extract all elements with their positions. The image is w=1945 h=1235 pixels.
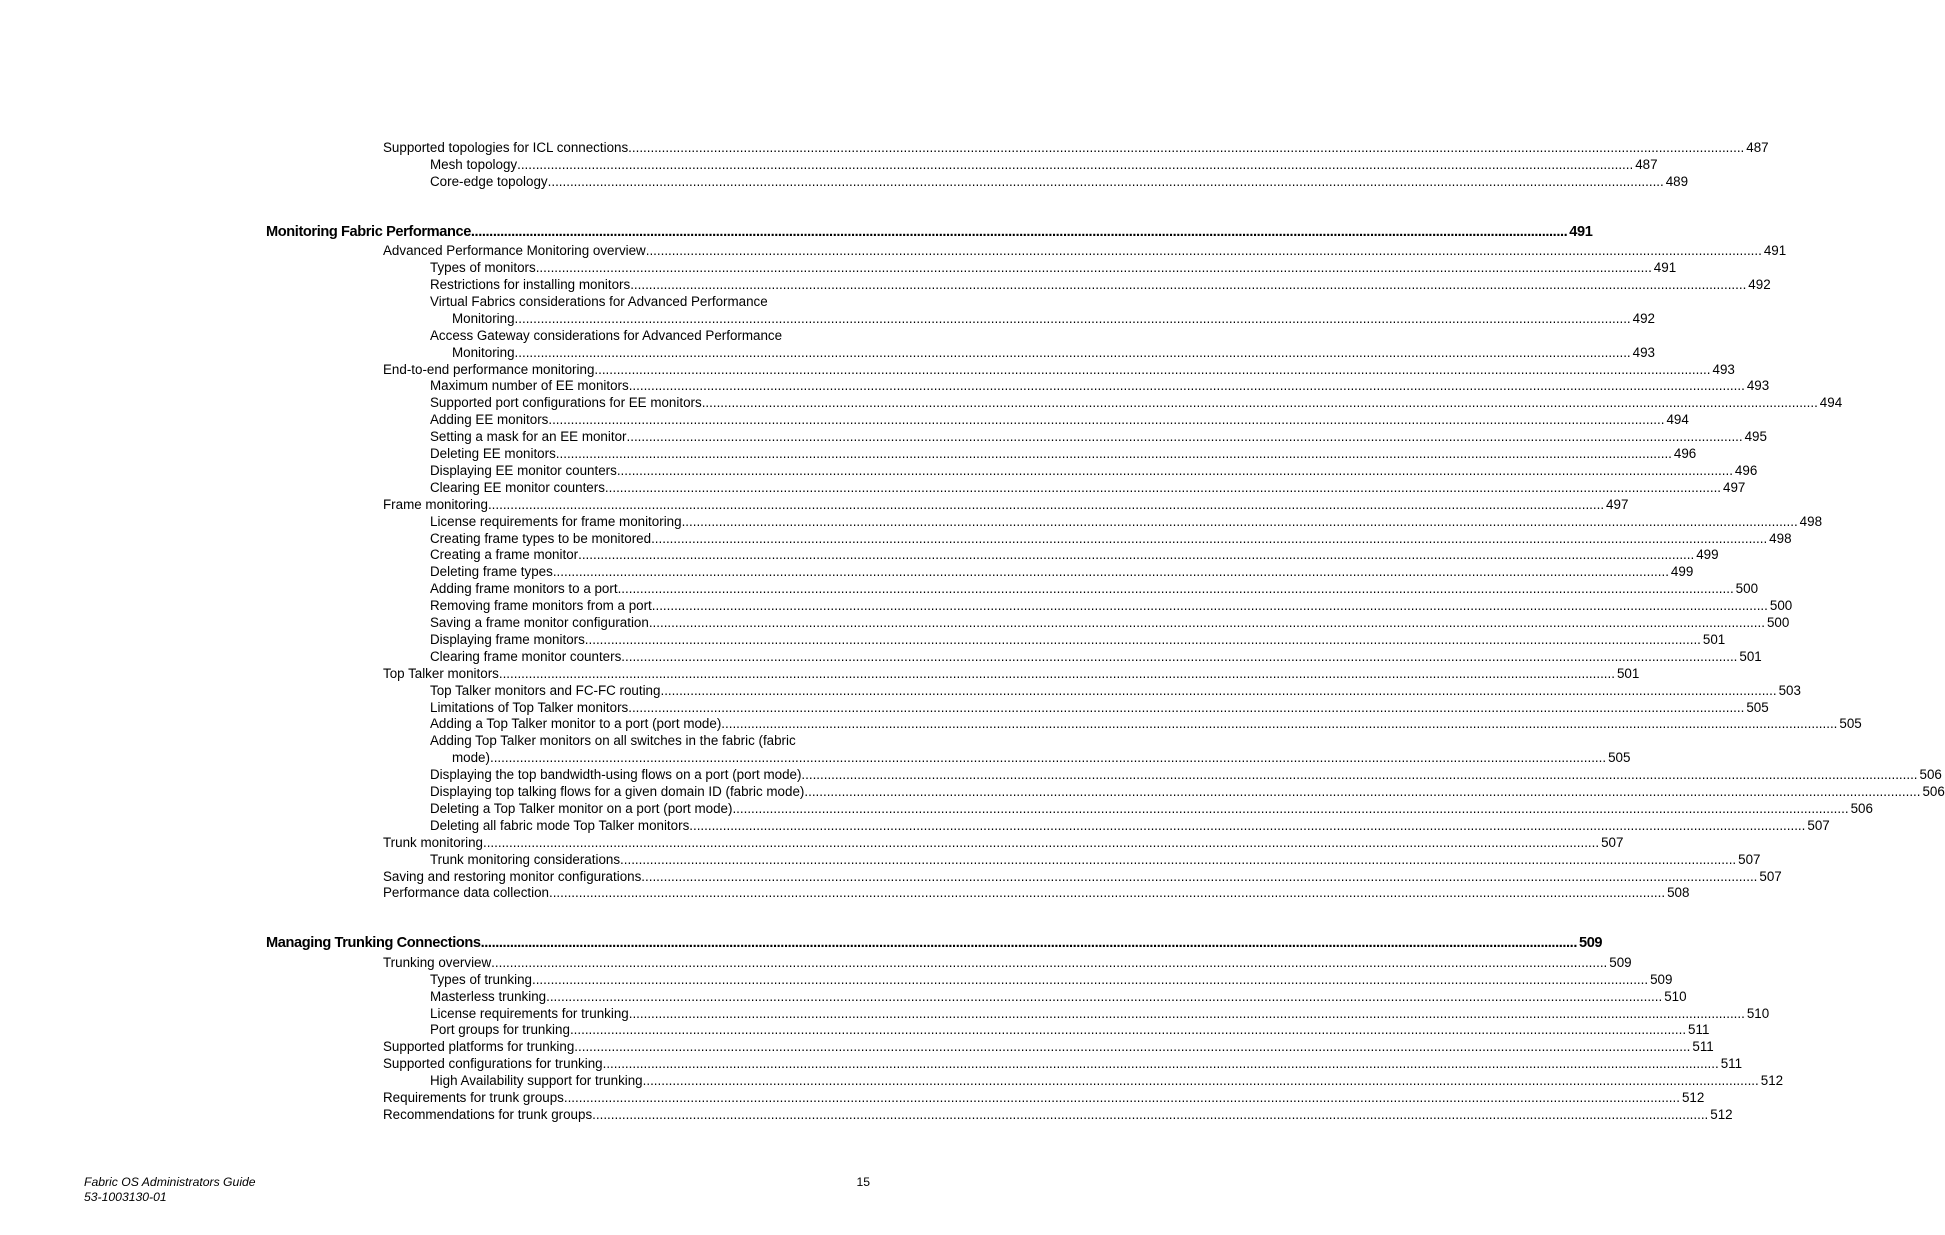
toc-entry[interactable] — [430, 631, 1726, 648]
toc-page-number: 492 — [1632, 310, 1655, 326]
toc-leader-dots: ............................................................................................................................................................................................................................................................................................................ — [514, 344, 1631, 360]
toc-page-number: 510 — [1746, 1005, 1770, 1021]
toc-page-number: 491 — [1569, 223, 1593, 240]
toc-leader-dots: ............................................................................................................................................................................................................................................................................................................ — [628, 140, 1745, 155]
toc-leader-dots: ............................................................................................................................................................................................................................................................................................................ — [487, 496, 1605, 512]
toc-entry-title: Adding Top Talker monitors on all switches in the fabric (fabric — [430, 733, 796, 749]
toc-entry[interactable] — [430, 1021, 1710, 1038]
toc-entry-title: Deleting all fabric mode Top Talker monitors — [430, 817, 690, 833]
toc-leader-dots: ............................................................................................................................................................................................................................................................................................................ — [548, 885, 1666, 901]
toc-entry-title: Advanced Performance Monitoring overview — [383, 243, 646, 259]
toc-leader-dots: ............................................................................................................................................................................................................................................................................................................ — [489, 750, 1607, 766]
toc-entry[interactable] — [430, 259, 1677, 276]
toc-entry[interactable] — [430, 580, 1759, 597]
toc-entry-title: Maximum number of EE monitors — [430, 378, 629, 394]
toc-entry[interactable] — [430, 377, 1770, 394]
toc-entry[interactable] — [430, 817, 1830, 834]
toc-entry-title: End-to-end performance monitoring — [383, 361, 595, 377]
toc-entry-title: Top Talker monitors and FC-FC routing — [430, 682, 661, 698]
toc-page-number: 509 — [1579, 935, 1603, 952]
toc-page-number: 506 — [1922, 784, 1945, 799]
toc-page-number: 491 — [1653, 260, 1677, 276]
toc-leader-dots: ............................................................................................................................................................................................................................................................................................................ — [732, 800, 1849, 816]
toc-entry[interactable] — [430, 699, 1769, 716]
toc-page-number: 512 — [1760, 1073, 1784, 1089]
toc-entry-title: Clearing EE monitor counters — [430, 479, 605, 495]
toc-entry-title: Supported platforms for trunking — [383, 1039, 575, 1055]
toc-entry-title: Limitations of Top Talker monitors — [430, 699, 629, 715]
toc-page-number: 498 — [1769, 530, 1792, 546]
toc-entry-title: Deleting a Top Talker monitor on a port (port mode) — [430, 800, 733, 816]
toc-entry-title: Virtual Fabrics considerations for Advanced Performance — [430, 293, 768, 309]
toc-entry[interactable] — [430, 800, 1873, 817]
toc-entry[interactable] — [452, 344, 1655, 361]
toc-entry[interactable] — [430, 428, 1767, 445]
toc-leader-dots: ............................................................................................................................................................................................................................................................................................................ — [642, 1073, 1759, 1089]
toc-entry-title: Deleting frame types — [430, 564, 553, 580]
toc-entry-title: Masterless trunking — [430, 988, 547, 1004]
toc-leader-dots: ............................................................................................................................................................................................................................................................................................................ — [569, 1022, 1687, 1038]
toc-page-number: 505 — [1608, 750, 1631, 766]
toc-entry[interactable] — [383, 1106, 1733, 1123]
toc-entry[interactable] — [383, 954, 1632, 971]
toc-entry-title: Creating a frame monitor — [430, 547, 579, 563]
toc-entry[interactable] — [430, 988, 1687, 1005]
toc-entry[interactable] — [430, 173, 1689, 190]
toc-entry[interactable] — [383, 1089, 1705, 1106]
toc-leader-dots: ............................................................................................................................................................................................................................................................................................................ — [578, 547, 1695, 563]
toc-entry-line1[interactable] — [430, 293, 870, 310]
toc-entry[interactable] — [430, 563, 1694, 580]
toc-leader-dots: ............................................................................................................................................................................................................................................................................................................ — [563, 1090, 1680, 1105]
toc-entry-title-continuation: Monitoring — [452, 310, 515, 326]
toc-page-number: 501 — [1702, 631, 1726, 647]
toc-page-number: 503 — [1778, 682, 1801, 698]
toc-leader-dots: ............................................................................................................................................................................................................................................................................................................ — [482, 834, 1600, 850]
toc-entry-title: Adding frame monitors to a port — [430, 581, 618, 597]
toc-chapter-entry[interactable] — [266, 223, 1593, 242]
toc-entry-title: High Availability support for trunking — [430, 1073, 643, 1089]
toc-page-number: 507 — [1759, 868, 1782, 884]
toc-entry[interactable] — [383, 139, 1769, 156]
toc-entry-title: Types of monitors — [430, 260, 536, 276]
toc-leader-dots: ............................................................................................................................................................................................................................................................................................................ — [801, 767, 1918, 783]
toc-entry-title: Adding EE monitors — [430, 412, 549, 428]
toc-entry[interactable] — [383, 496, 1629, 513]
toc-entry-title: Trunk monitoring considerations — [430, 851, 621, 867]
toc-page-number: 506 — [1919, 767, 1942, 783]
toc-entry-title: Requirements for trunk groups — [383, 1090, 564, 1105]
toc-page-number: 493 — [1712, 361, 1735, 377]
toc-leader-dots: ............................................................................................................................................................................................................................................................................................................ — [630, 277, 1747, 292]
toc-leader-dots: ............................................................................................................................................................................................................................................................................................................ — [546, 988, 1663, 1004]
toc-page-number: 511 — [1720, 1056, 1743, 1072]
toc-page-number: 507 — [1601, 834, 1624, 850]
toc-leader-dots: ............................................................................................................................................................................................................................................................................................................ — [681, 513, 1798, 529]
toc-page-number: 511 — [1688, 1022, 1710, 1038]
toc-leader-dots: ............................................................................................................................................................................................................................................................................................................ — [517, 156, 1634, 172]
toc-entry-title: Clearing frame monitor counters — [430, 648, 622, 664]
toc-leader-dots: ............................................................................................................................................................................................................................................................................................................ — [628, 378, 1745, 394]
toc-entry-title: Saving and restoring monitor configurations — [383, 868, 642, 884]
toc-entry-title: Supported topologies for ICL connections — [383, 140, 629, 155]
toc-page-number: 509 — [1609, 954, 1632, 970]
toc-page-number: 493 — [1746, 378, 1770, 394]
toc-page-number: 501 — [1739, 648, 1762, 664]
toc-entry-title: Supported port configurations for EE monitors — [430, 395, 702, 411]
footer-doc-title: Fabric OS Administrators Guide — [84, 1175, 256, 1189]
toc-entry[interactable] — [430, 715, 1862, 732]
toc-leader-dots: ............................................................................................................................................................................................................................................................................................................ — [626, 429, 1743, 445]
toc-leader-dots: ............................................................................................................................................................................................................................................................................................................ — [651, 598, 1768, 614]
toc-entry[interactable] — [430, 614, 1790, 631]
footer-doc-number: 53-1003130-01 — [84, 1190, 167, 1204]
toc-page-number: 499 — [1670, 564, 1694, 580]
toc-entry-title-continuation: mode) — [452, 750, 490, 766]
toc-entry[interactable] — [430, 766, 1942, 783]
toc-entry[interactable] — [430, 783, 1945, 800]
toc-entry[interactable] — [452, 310, 1655, 327]
toc-leader-dots: ............................................................................................................................................................................................................................................................................................................ — [648, 615, 1765, 630]
toc-page-number: 507 — [1807, 817, 1830, 833]
toc-entry-title: License requirements for frame monitoring — [430, 513, 682, 529]
toc-entry-title: Supported configurations for trunking — [383, 1056, 603, 1072]
toc-leader-dots: ............................................................................................................................................................................................................................................................................................................ — [574, 1039, 1691, 1055]
toc-page-number: 512 — [1710, 1106, 1733, 1122]
toc-entry-line1[interactable] — [430, 732, 870, 749]
toc-entry[interactable] — [430, 682, 1801, 699]
toc-page-number: 497 — [1606, 496, 1629, 512]
toc-entry[interactable] — [430, 530, 1792, 547]
toc-entry-title: Trunking overview — [383, 954, 492, 970]
toc-page-number: 496 — [1734, 462, 1758, 478]
toc-entry[interactable] — [430, 597, 1793, 614]
toc-entry[interactable] — [383, 868, 1782, 885]
toc-leader-dots: ............................................................................................................................................................................................................................................................................................................ — [547, 173, 1664, 189]
toc-leader-dots: ............................................................................................................................................................................................................................................................................................................ — [689, 817, 1806, 833]
toc-entry[interactable] — [430, 445, 1697, 462]
toc-leader-dots: ............................................................................................................................................................................................................................................................................................................ — [604, 479, 1722, 495]
toc-entry[interactable] — [383, 242, 1787, 259]
toc-entry[interactable] — [430, 156, 1658, 173]
toc-entry-title: Trunk monitoring — [383, 834, 483, 850]
toc-entry[interactable] — [430, 394, 1843, 411]
toc-page-number: 500 — [1766, 615, 1790, 630]
toc-entry-title: Core-edge topology — [430, 173, 548, 189]
toc-leader-dots: ............................................................................................................................................................................................................................................................................................................ — [620, 851, 1737, 867]
toc-entry[interactable] — [430, 479, 1746, 496]
toc-entry-title: Deleting EE monitors — [430, 446, 556, 461]
toc-entry-title: Restrictions for installing monitors — [430, 277, 631, 292]
toc-leader-dots: ............................................................................................................................................................................................................................................................................................................ — [641, 868, 1758, 884]
toc-leader-dots: ............................................................................................................................................................................................................................................................................................................ — [584, 631, 1701, 647]
toc-entry-line1[interactable] — [430, 327, 870, 344]
toc-leader-dots: ............................................................................................................................................................................................................................................................................................................ — [602, 1056, 1719, 1072]
toc-page-number: 491 — [1763, 243, 1787, 259]
toc-entry-title: Displaying frame monitors — [430, 631, 585, 647]
toc-leader-dots: ............................................................................................................................................................................................................................................................................................................ — [470, 223, 1568, 240]
toc-entry-title: Creating frame types to be monitored — [430, 530, 652, 546]
toc-entry-title: Displaying top talking flows for a given domain ID (fabric mode) — [430, 784, 805, 799]
toc-entry-title: Setting a mask for an EE monitor — [430, 429, 627, 445]
toc-entry-title: Frame monitoring — [383, 496, 488, 512]
toc-chapter-title: Managing Trunking Connections — [266, 935, 481, 952]
toc-page-number: 498 — [1799, 513, 1823, 529]
toc-entry[interactable] — [430, 971, 1673, 988]
toc-page-number: 511 — [1692, 1039, 1714, 1055]
toc-page-number: 492 — [1748, 277, 1771, 292]
toc-leader-dots: ............................................................................................................................................................................................................................................................................................................ — [628, 699, 1745, 715]
toc-entry[interactable] — [430, 513, 1823, 530]
toc-page-number: 494 — [1666, 412, 1689, 428]
toc-entry-title: Mesh topology — [430, 156, 518, 172]
toc-leader-dots: ............................................................................................................................................................................................................................................................................................................ — [480, 935, 1577, 952]
toc-entry[interactable] — [430, 851, 1761, 868]
toc-entry[interactable] — [430, 1072, 1784, 1089]
toc-page-number: 508 — [1667, 885, 1690, 901]
toc-page-number: 487 — [1746, 140, 1769, 155]
toc-leader-dots: ............................................................................................................................................................................................................................................................................................................ — [660, 682, 1777, 698]
toc-page-number: 512 — [1681, 1090, 1705, 1105]
toc-leader-dots: ............................................................................................................................................................................................................................................................................................................ — [701, 395, 1818, 411]
toc-entry[interactable] — [383, 361, 1735, 378]
toc-leader-dots: ............................................................................................................................................................................................................................................................................................................ — [645, 243, 1762, 259]
toc-entry-title: Port groups for trunking — [430, 1022, 570, 1038]
toc-entry-title-continuation: Monitoring — [452, 344, 515, 360]
footer-doc-info — [84, 1175, 256, 1205]
toc-leader-dots: ............................................................................................................................................................................................................................................................................................................ — [616, 462, 1733, 478]
toc-leader-dots: ............................................................................................................................................................................................................................................................................................................ — [721, 716, 1838, 732]
toc-page-number: 507 — [1738, 851, 1761, 867]
toc-page-number: 505 — [1839, 716, 1862, 732]
toc-page-number: 494 — [1819, 395, 1843, 411]
toc-entry[interactable] — [383, 884, 1690, 901]
toc-page-number: 493 — [1632, 344, 1655, 360]
toc-leader-dots: ............................................................................................................................................................................................................................................................................................................ — [592, 1106, 1709, 1122]
toc-entry[interactable] — [430, 546, 1719, 563]
toc-entry[interactable] — [430, 276, 1771, 293]
toc-entry-title: Adding a Top Talker monitor to a port (port mode) — [430, 716, 722, 732]
toc-page-number: 500 — [1769, 598, 1793, 614]
footer-page-number: 15 — [856, 1175, 870, 1189]
toc-page-number: 487 — [1635, 156, 1658, 172]
toc-leader-dots: ............................................................................................................................................................................................................................................................................................................ — [535, 260, 1652, 276]
toc-entry[interactable] — [430, 411, 1689, 428]
toc-entry[interactable] — [430, 1005, 1770, 1022]
toc-leader-dots: ............................................................................................................................................................................................................................................................................................................ — [491, 954, 1608, 970]
toc-page-number: 505 — [1746, 699, 1769, 715]
toc-leader-dots: ............................................................................................................................................................................................................................................................................................................ — [548, 412, 1665, 428]
toc-chapter-entry[interactable] — [266, 934, 1603, 953]
toc-leader-dots: ............................................................................................................................................................................................................................................................................................................ — [804, 784, 1921, 799]
toc-entry[interactable] — [383, 1055, 1743, 1072]
toc-entry[interactable] — [383, 665, 1640, 682]
toc-entry-title: Performance data collection — [383, 885, 549, 901]
toc-page-number: 509 — [1650, 971, 1673, 987]
toc-entry-title: Removing frame monitors from a port — [430, 598, 652, 614]
toc-entry-title: License requirements for trunking — [430, 1005, 629, 1021]
toc-entry-title: Saving a frame monitor configuration — [430, 615, 649, 630]
toc-entry-title: Top Talker monitors — [383, 665, 499, 681]
toc-leader-dots: ............................................................................................................................................................................................................................................................................................................ — [514, 310, 1631, 326]
toc-page-number: 495 — [1744, 429, 1767, 445]
toc-page-number: 497 — [1723, 479, 1746, 495]
toc-page-number: 500 — [1735, 581, 1759, 597]
toc-entry-title: Types of trunking — [430, 971, 532, 987]
toc-page-number: 489 — [1665, 173, 1689, 189]
toc-leader-dots: ............................................................................................................................................................................................................................................................................................................ — [628, 1005, 1745, 1021]
toc-leader-dots: ............................................................................................................................................................................................................................................................................................................ — [621, 648, 1738, 664]
toc-leader-dots: ............................................................................................................................................................................................................................................................................................................ — [651, 530, 1768, 546]
toc-leader-dots: ............................................................................................................................................................................................................................................................................................................ — [617, 581, 1734, 597]
toc-entry[interactable] — [383, 834, 1624, 851]
toc-leader-dots: ............................................................................................................................................................................................................................................................................................................ — [552, 564, 1669, 580]
toc-leader-dots: ............................................................................................................................................................................................................................................................................................................ — [555, 446, 1672, 461]
toc-chapter-title: Monitoring Fabric Performance — [266, 223, 471, 240]
toc-page-number: 496 — [1673, 446, 1697, 461]
toc-page-number: 506 — [1850, 800, 1873, 816]
toc-entry[interactable] — [430, 462, 1758, 479]
toc-entry-title: Recommendations for trunk groups — [383, 1106, 593, 1122]
toc-entry-title: Displaying EE monitor counters — [430, 462, 617, 478]
toc-entry[interactable] — [452, 749, 1631, 766]
toc-entry-title: Displaying the top bandwidth-using flows on a port (port mode) — [430, 767, 802, 783]
toc-entry[interactable] — [383, 1038, 1714, 1055]
toc-leader-dots: ............................................................................................................................................................................................................................................................................................................ — [594, 361, 1711, 377]
toc-page-number: 499 — [1696, 547, 1719, 563]
toc-leader-dots: ............................................................................................................................................................................................................................................................................................................ — [498, 665, 1615, 681]
toc-page-number: 510 — [1664, 988, 1687, 1004]
toc-leader-dots: ............................................................................................................................................................................................................................................................................................................ — [531, 971, 1649, 987]
toc-entry-title: Access Gateway considerations for Advanced Performance — [430, 327, 783, 343]
toc-entry[interactable] — [430, 648, 1762, 665]
toc-page-number: 501 — [1616, 665, 1640, 681]
